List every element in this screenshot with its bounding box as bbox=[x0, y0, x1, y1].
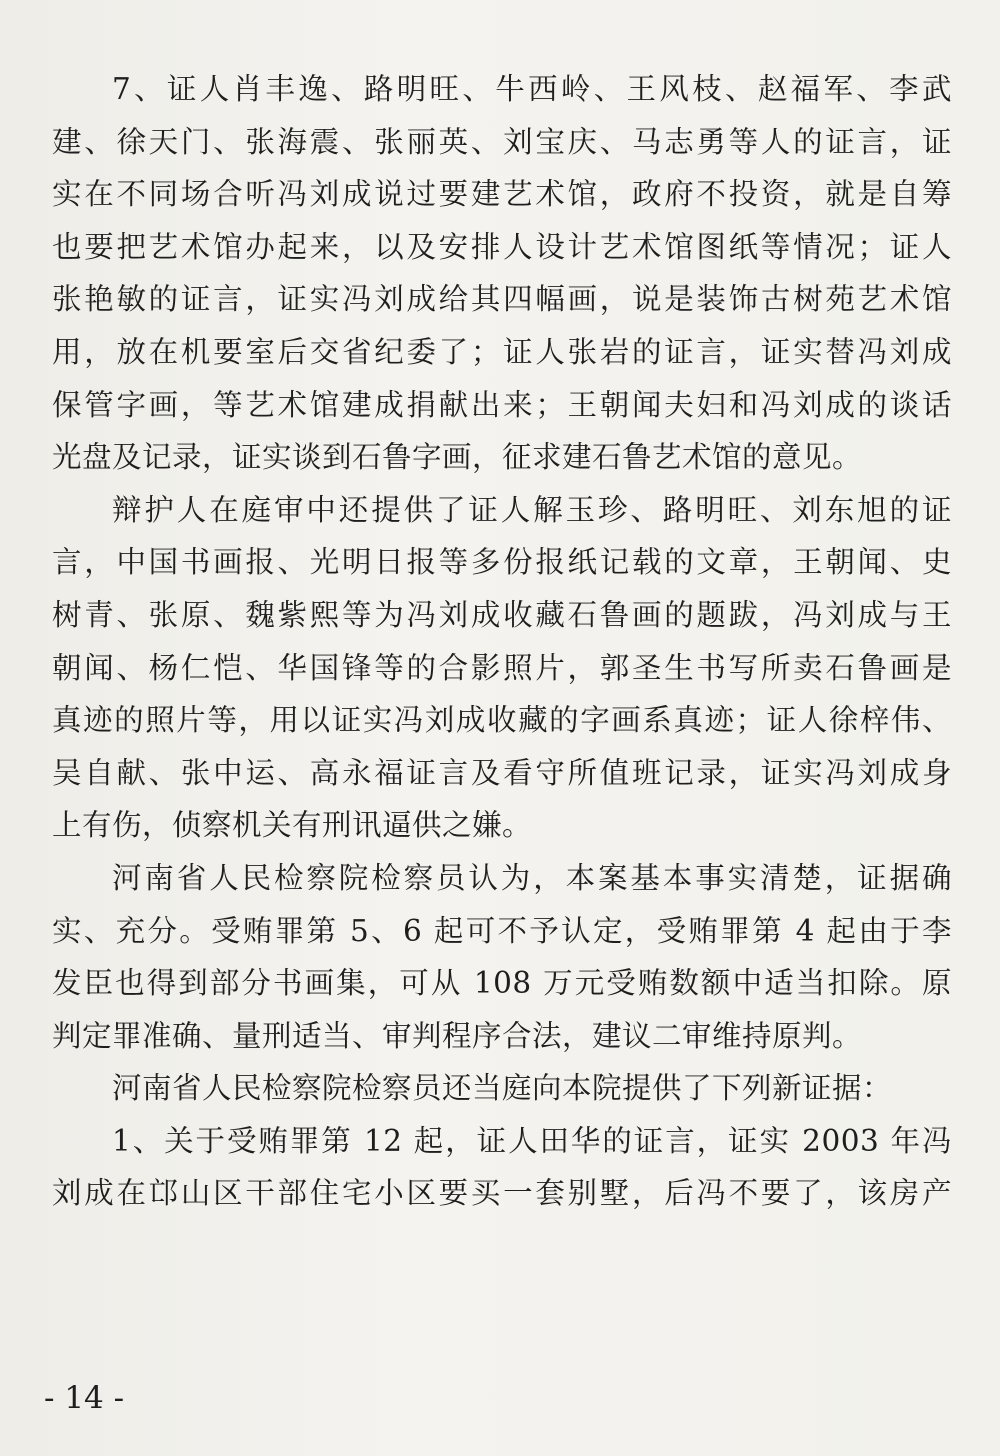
text-line: 张艳敏的证言，证实冯刘成给其四幅画，说是装饰古树苑艺术馆 bbox=[52, 282, 952, 317]
text-line: 光盘及记录，证实谈到石鲁字画，征求建石鲁艺术馆的意见。 bbox=[52, 440, 863, 475]
text-line: 朝闻、杨仁恺、华国锋等的合影照片，郭圣生书写所卖石鲁画是 bbox=[52, 650, 952, 685]
text-line: 发臣也得到部分书画集，可从 108 万元受贿数额中适当扣除。原 bbox=[52, 966, 952, 1001]
text-line: 河南省人民检察院检察员认为，本案基本事实清楚，证据确 bbox=[112, 860, 952, 895]
page-number: - 14 - bbox=[44, 1380, 125, 1416]
text-line: 辩护人在庭审中还提供了证人解玉珍、路明旺、刘东旭的证 bbox=[112, 492, 952, 527]
text-line: 实在不同场合听冯刘成说过要建艺术馆，政府不投资，就是自筹 bbox=[52, 177, 952, 212]
text-line: 用，放在机要室后交省纪委了；证人张岩的证言，证实替冯刘成 bbox=[52, 334, 952, 369]
text-line: 吴自献、张中运、高永福证言及看守所值班记录，证实冯刘成身 bbox=[52, 755, 952, 790]
text-line: 上有伤，侦察机关有刑讯逼供之嫌。 bbox=[52, 808, 533, 843]
text-line: 刘成在邙山区干部住宅小区要买一套别墅，后冯不要了，该房产 bbox=[52, 1176, 952, 1211]
text-line: 河南省人民检察院检察员还当庭向本院提供了下列新证据： bbox=[112, 1071, 893, 1106]
text-line: 实、充分。受贿罪第 5、6 起可不予认定，受贿罪第 4 起由于李 bbox=[52, 913, 952, 948]
text-line: 建、徐天门、张海震、张丽英、刘宝庆、马志勇等人的证言，证 bbox=[52, 124, 952, 159]
text-line: 判定罪准确、量刑适当、审判程序合法，建议二审维持原判。 bbox=[52, 1018, 863, 1053]
text-line: 真迹的照片等，用以证实冯刘成收藏的字画系真迹；证人徐梓伟、 bbox=[52, 703, 952, 738]
text-line: 1、关于受贿罪第 12 起，证人田华的证言，证实 2003 年冯 bbox=[112, 1123, 952, 1158]
text-line: 保管字画，等艺术馆建成捐献出来；王朝闻夫妇和冯刘成的谈话 bbox=[52, 387, 952, 422]
text-line: 也要把艺术馆办起来，以及安排人设计艺术馆图纸等情况；证人 bbox=[52, 229, 952, 264]
body-text bbox=[52, 63, 952, 1220]
text-line: 言，中国书画报、光明日报等多份报纸记载的文章，王朝闻、史 bbox=[52, 545, 952, 580]
text-line: 7、证人肖丰逸、路明旺、牛西岭、王风枝、赵福军、李武 bbox=[112, 72, 952, 106]
text-line: 树青、张原、魏紫熙等为冯刘成收藏石鲁画的题跋，冯刘成与王 bbox=[52, 597, 952, 632]
